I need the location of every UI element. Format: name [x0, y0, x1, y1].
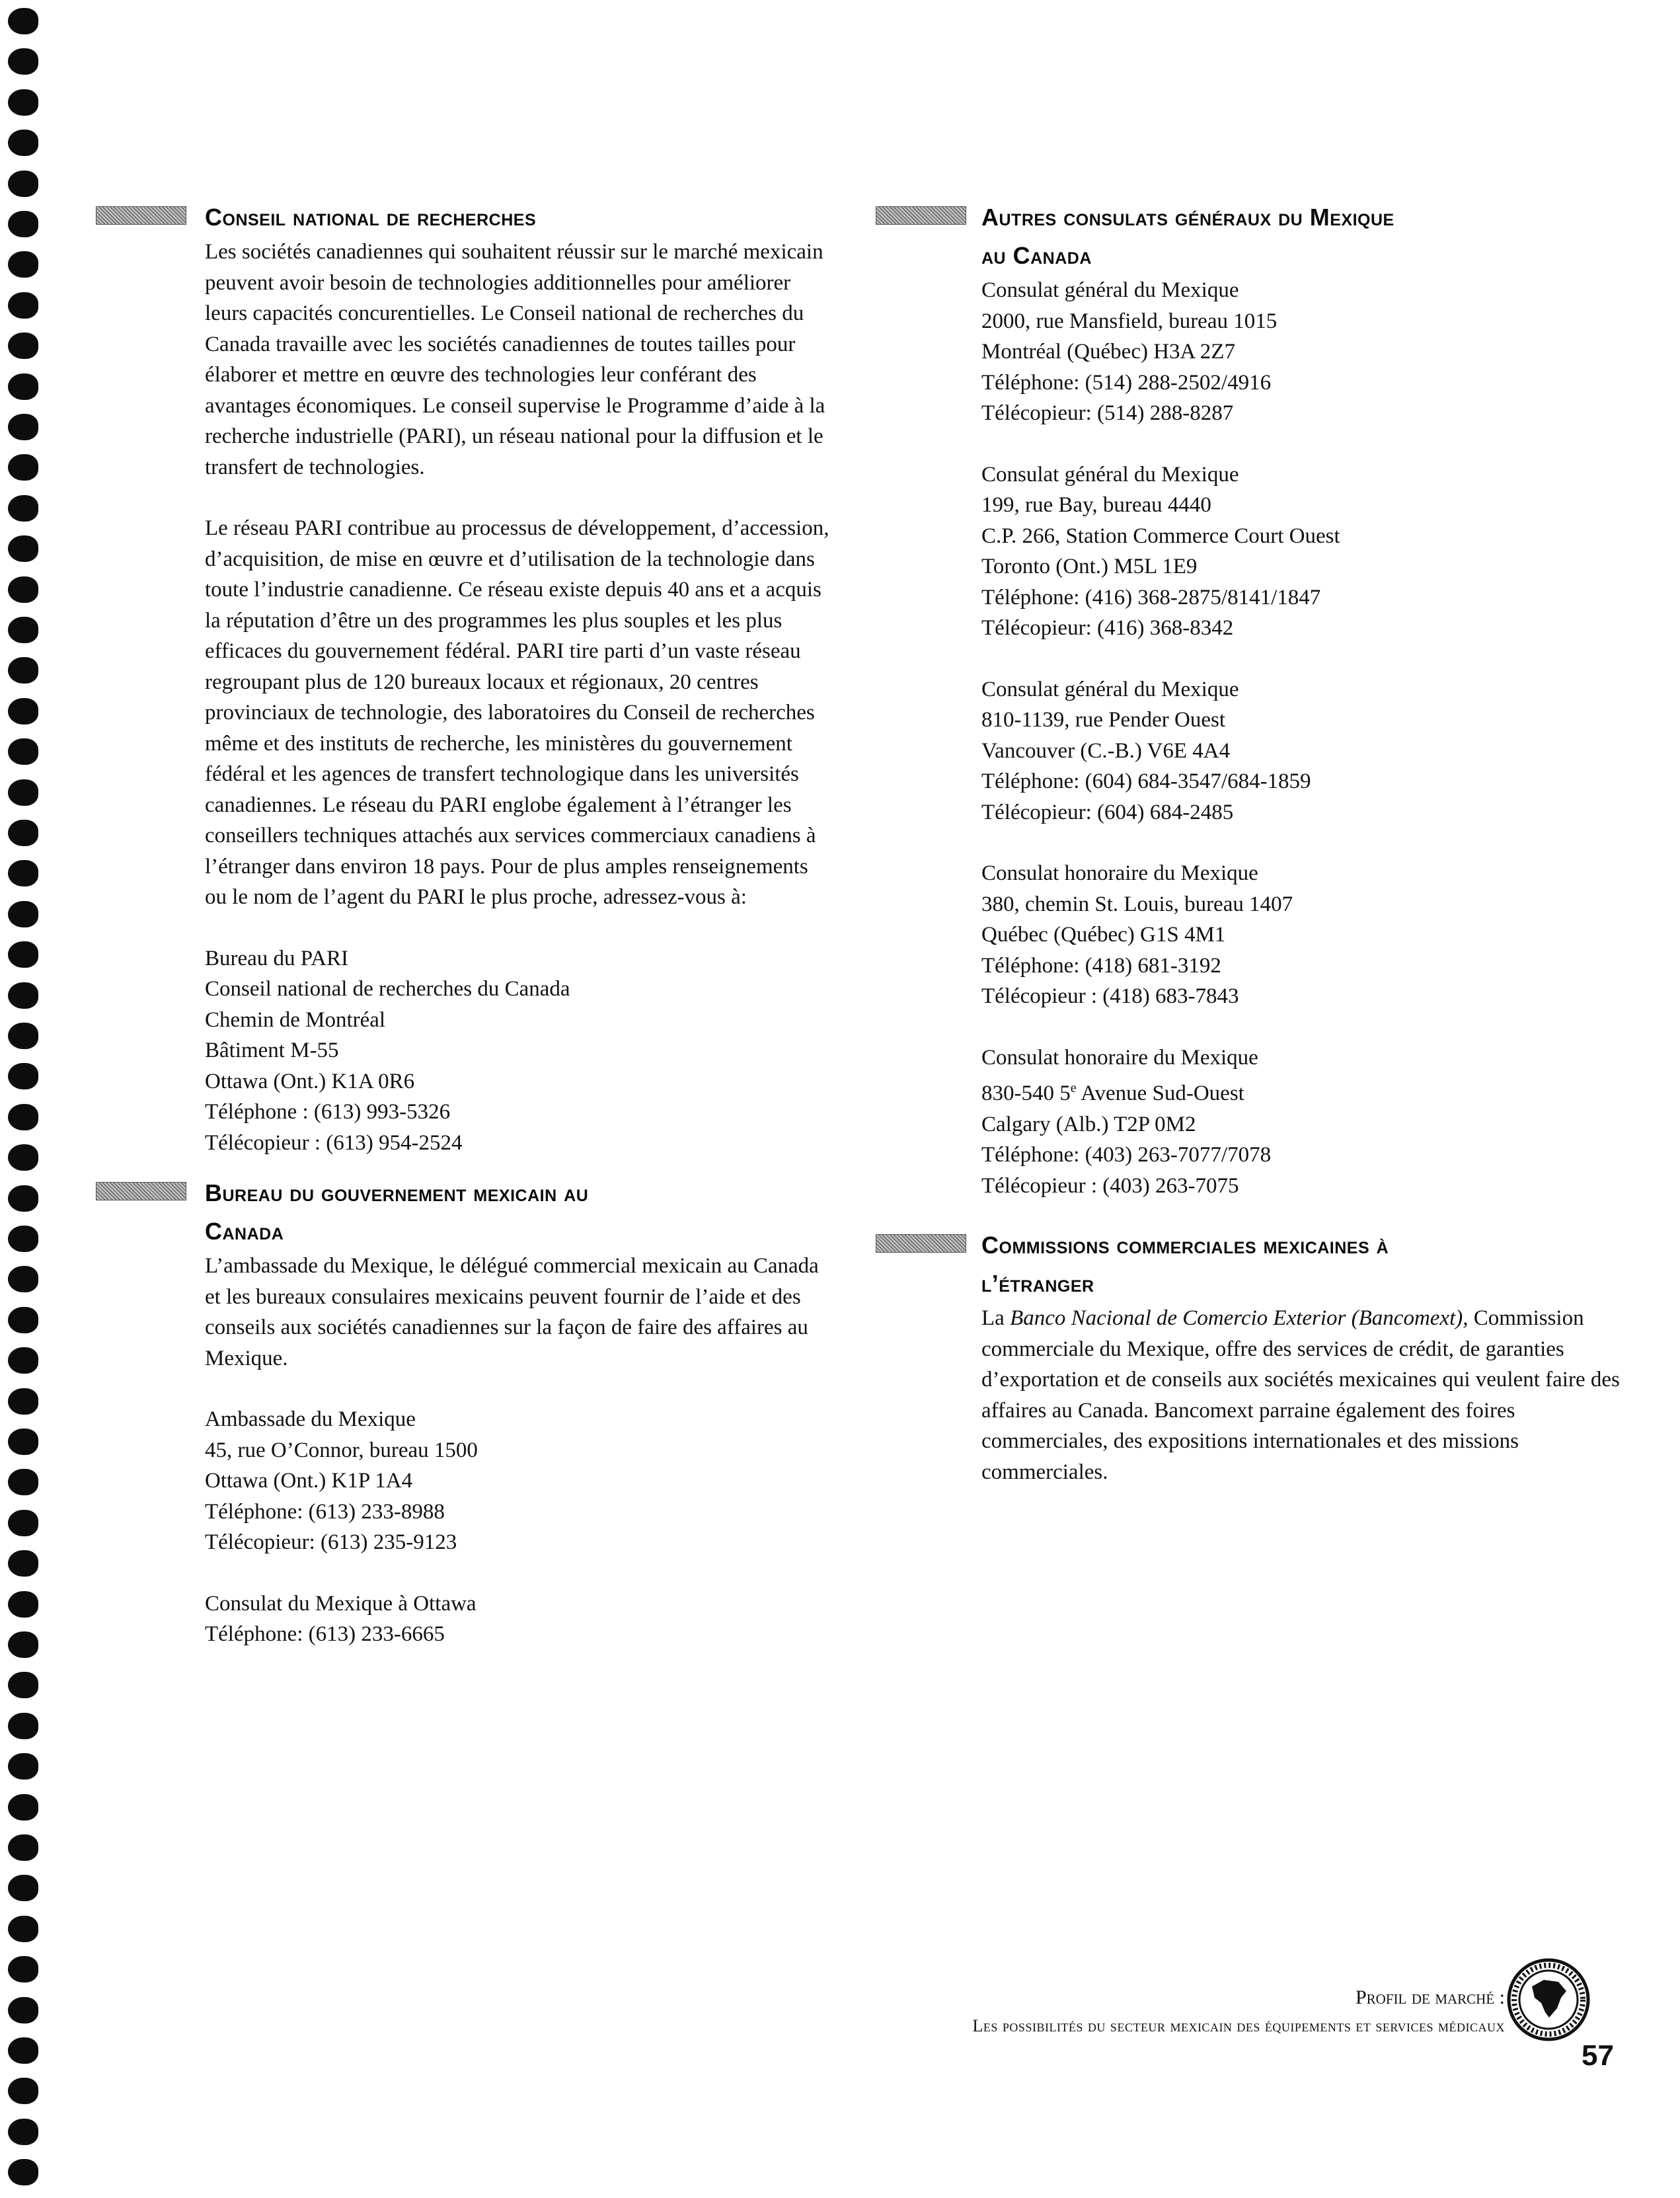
binding-hole — [8, 576, 38, 603]
heading-marker-bar — [876, 1234, 966, 1253]
binding-hole — [8, 333, 38, 359]
address-line: Bâtiment M-55 — [205, 1039, 339, 1062]
binding-hole — [8, 1834, 38, 1861]
binding-hole — [8, 1550, 38, 1577]
binding-hole — [8, 1226, 38, 1252]
binding-hole — [8, 292, 38, 319]
binding-hole — [8, 130, 38, 156]
address-line: C.P. 266, Station Commerce Court Ouest — [981, 524, 1340, 548]
binding-hole — [8, 1104, 38, 1130]
address-line: Télécopieur : (613) 954-2524 — [205, 1130, 463, 1155]
address-line: Télécopieur: (514) 288-8287 — [981, 401, 1234, 425]
footer-subtitle: Les possibilités du secteur mexicain des équipements et services médicaux — [972, 2016, 1505, 2035]
section-heading — [981, 198, 1623, 275]
heading-line: Commissions commerciales mexicaines à — [981, 1232, 1389, 1259]
address-line: Ambassade du Mexique — [205, 1407, 416, 1431]
section-heading: Conseil national de recherches — [205, 204, 537, 231]
binding-hole — [8, 657, 38, 684]
spiral-binding — [0, 0, 59, 2198]
address-block — [205, 1404, 833, 1558]
binding-hole — [8, 1510, 38, 1536]
address-line: 2000, rue Mansfield, bureau 1015 — [981, 309, 1278, 333]
binding-hole — [8, 1144, 38, 1171]
address-block — [981, 275, 1623, 429]
address-line: Téléphone: (403) 263-7077/7078 — [981, 1143, 1272, 1167]
address-line: Télécopieur: (416) 368-8342 — [981, 616, 1234, 640]
binding-hole — [8, 941, 38, 968]
address-line: Téléphone: (418) 681-3192 — [981, 953, 1221, 978]
binding-hole — [8, 1023, 38, 1049]
address-line: 199, rue Bay, bureau 4440 — [981, 493, 1211, 517]
address-block — [981, 459, 1623, 644]
binding-hole — [8, 698, 38, 725]
address-line: Chemin de Montréal — [205, 1007, 386, 1032]
page-number: 57 — [1582, 2039, 1614, 2072]
binding-hole — [8, 373, 38, 400]
address-line: Consulat général du Mexique — [981, 462, 1239, 487]
address-line: Consulat général du Mexique — [981, 278, 1239, 302]
section-autres-consulats — [981, 198, 1623, 1201]
section-commissions-commerciales — [981, 1226, 1623, 1487]
paragraph: Le réseau PARI contribue au processus de développement, d’accession, d’acquisition, de mise en œuvre et d’utilisation de la technologie dans toute l’industrie canadienne. Ce réseau existe depuis 40 ans et a acquis la réputation d’être un des programmes les plus souples et les plus efficaces du gouvernement fédéral. PARI tire parti d’un vaste réseau regroupant plus de 120 bureaux locaux et régionaux, 20 centres provinciaux de technologie, des laboratoires du Conseil de recherches même et des instituts de recherche, les ministères du gouvernement fédéral et les agences de transfert technologique dans les universités canadiennes. Le réseau du PARI englobe également à l’étranger les conseillers techniques attachés aux services commerciaux canadiens à l’étranger dans environ 18 pays. Pour de plus amples renseignements ou le nom de l’agent du PARI le plus proche, adressez-vous à: — [205, 516, 829, 909]
north-america-emblem-icon — [1506, 1957, 1591, 2043]
binding-hole — [8, 1185, 38, 1212]
section-heading — [981, 1226, 1623, 1303]
address-line: Ottawa (Ont.) K1A 0R6 — [205, 1069, 415, 1093]
address-text: Avenue Sud-Ouest — [1076, 1081, 1244, 1105]
binding-hole — [8, 89, 38, 116]
address-line: Bureau du PARI — [205, 946, 348, 970]
address-line: Consulat honoraire du Mexique — [981, 861, 1258, 885]
binding-hole — [8, 1672, 38, 1698]
binding-hole — [8, 495, 38, 522]
paragraph: L’ambassade du Mexique, le délégué commercial mexicain au Canada et les bureaux consulaires mexicains peuvent fournir de l’aide et des conseils aux sociétés canadiennes sur la façon de faire des affaires au Mexique. — [205, 1254, 819, 1370]
binding-hole — [8, 1875, 38, 1901]
binding-hole — [8, 901, 38, 927]
address-line: Téléphone: (613) 233-8988 — [205, 1499, 445, 1524]
bank-name: Banco Nacional de Comercio Exterior (Bancomext), — [1010, 1306, 1469, 1330]
binding-hole — [8, 2159, 38, 2185]
address-line — [981, 1073, 1623, 1109]
address-line: 810-1139, rue Pender Ouest — [981, 708, 1226, 732]
binding-hole — [8, 8, 38, 34]
section-bureau-gouvernement — [205, 1174, 833, 1650]
binding-hole — [8, 2037, 38, 2064]
binding-hole — [8, 171, 38, 197]
binding-hole — [8, 251, 38, 278]
binding-hole — [8, 414, 38, 440]
address-line: Téléphone: (613) 233-6665 — [205, 1622, 445, 1646]
paragraph: Les sociétés canadiennes qui souhaitent réussir sur le marché mexicain peuvent avoir besoin de technologies additionnelles pour améliorer leurs capacités concurentielles. Le Conseil national de recherches du Canada travaille avec les sociétés canadiennes de toutes tailles pour élaborer et mettre en œuvre des technologies leur conférant des avantages économiques. Le conseil supervise le Programme d’aide à la recherche industrielle (PARI), un réseau national pour la diffusion et le transfert de technologies. — [205, 240, 825, 479]
address-block — [981, 858, 1623, 1012]
binding-hole — [8, 820, 38, 846]
heading-line: Bureau du gouvernement mexicain au — [205, 1179, 589, 1206]
address-line: Télécopieur: (613) 235-9123 — [205, 1530, 457, 1554]
address-block — [981, 674, 1623, 828]
heading-marker-bar — [876, 206, 966, 225]
address-line: Télécopieur : (403) 263-7075 — [981, 1173, 1239, 1198]
address-line: Téléphone : (613) 993-5326 — [205, 1100, 451, 1124]
paragraph-text: La — [981, 1306, 1011, 1330]
binding-hole — [8, 2119, 38, 2145]
binding-hole — [8, 1429, 38, 1455]
right-column — [981, 198, 1623, 1487]
binding-hole — [8, 2078, 38, 2104]
binding-hole — [8, 1591, 38, 1618]
ordinal-superscript: e — [1070, 1081, 1077, 1095]
address-block — [205, 943, 833, 1159]
address-line: Consulat honoraire du Mexique — [981, 1045, 1258, 1070]
address-line: Consulat du Mexique à Ottawa — [205, 1591, 477, 1616]
binding-hole — [8, 48, 38, 75]
binding-hole — [8, 1266, 38, 1292]
paragraph — [981, 1303, 1623, 1487]
binding-hole — [8, 1916, 38, 1942]
binding-hole — [8, 1307, 38, 1333]
address-line: Conseil national de recherches du Canada — [205, 977, 570, 1001]
address-line: Télécopieur: (604) 684-2485 — [981, 800, 1234, 824]
binding-hole — [8, 1956, 38, 1982]
address-line: 380, chemin St. Louis, bureau 1407 — [981, 892, 1293, 916]
binding-hole — [8, 1753, 38, 1780]
heading-marker-bar — [96, 1182, 186, 1200]
binding-hole — [8, 1469, 38, 1495]
heading-line: Autres consulats généraux du Mexique — [981, 204, 1394, 231]
left-column — [205, 198, 833, 1650]
binding-hole — [8, 454, 38, 481]
address-line: Consulat général du Mexique — [981, 677, 1239, 701]
binding-hole — [8, 1631, 38, 1658]
binding-hole — [8, 860, 38, 886]
paragraph-text: Commission commerciale du Mexique, offre des services de crédit, de garanties d’exportation et de conseils aux sociétés mexicaines qui veulent faire des affaires au Canada. Bancomext parraine également des foires commerciales, des expositions internationales et des missions commerciales. — [981, 1306, 1620, 1484]
address-line: Vancouver (C.-B.) V6E 4A4 — [981, 738, 1231, 763]
address-line: Calgary (Alb.) T2P 0M2 — [981, 1112, 1196, 1136]
binding-hole — [8, 1794, 38, 1821]
heading-line: l’étranger — [981, 1270, 1094, 1297]
address-text: 830-540 5 — [981, 1081, 1071, 1105]
address-line: Téléphone: (514) 288-2502/4916 — [981, 370, 1272, 395]
section-heading — [205, 1174, 833, 1251]
binding-hole — [8, 779, 38, 806]
address-line: Ottawa (Ont.) K1P 1A4 — [205, 1469, 413, 1493]
heading-marker-bar — [96, 206, 186, 225]
heading-line: au Canada — [981, 242, 1092, 269]
heading-line: Canada — [205, 1218, 284, 1245]
footer-title: Profil de marché : — [1355, 1986, 1505, 2008]
binding-hole — [8, 982, 38, 1009]
address-block — [205, 1589, 833, 1650]
address-line: Télécopieur : (418) 683-7843 — [981, 984, 1239, 1008]
address-line: 45, rue O’Connor, bureau 1500 — [205, 1438, 478, 1462]
section-conseil-national — [205, 198, 833, 1158]
address-line: Téléphone: (416) 368-2875/8141/1847 — [981, 585, 1321, 609]
binding-hole — [8, 1713, 38, 1739]
address-line: Toronto (Ont.) M5L 1E9 — [981, 555, 1198, 578]
binding-hole — [8, 1063, 38, 1089]
binding-hole — [8, 1997, 38, 2023]
binding-hole — [8, 1347, 38, 1374]
address-line: Téléphone: (604) 684-3547/684-1859 — [981, 769, 1311, 793]
address-line: Québec (Québec) G1S 4M1 — [981, 923, 1226, 947]
address-block — [981, 1042, 1623, 1202]
address-line: Montréal (Québec) H3A 2Z7 — [981, 340, 1235, 364]
binding-hole — [8, 738, 38, 765]
binding-hole — [8, 211, 38, 237]
binding-hole — [8, 617, 38, 643]
binding-hole — [8, 1388, 38, 1415]
binding-hole — [8, 535, 38, 562]
